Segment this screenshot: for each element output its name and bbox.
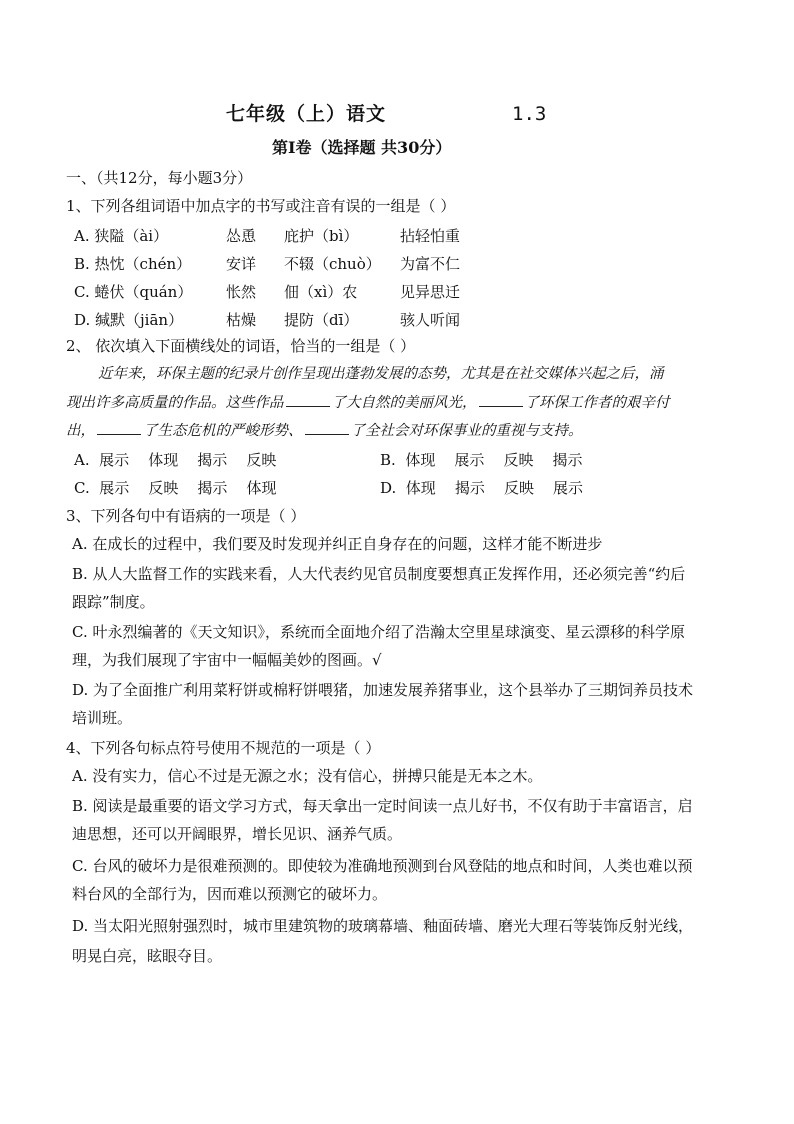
- section-heading: 一、（共12分，每小题3分）: [66, 169, 253, 187]
- q2-passage-2b: 了大自然的美丽风光，: [331, 395, 477, 411]
- q3-option-b-line-1: B. 从人大监督工作的实践来看，人大代表约见官员制度要想真正发挥作用，还必须完善“约后: [72, 565, 686, 583]
- q2-passage-3b: 了生态危机的严峻形势、: [143, 423, 303, 439]
- q1-option-a-2: 怂恿: [226, 227, 257, 245]
- q3-option-d-line-1: D. 为了全面推广利用菜籽饼或棉籽饼喂猪，加速发展养猪事业，这个县举办了三期饲养员技术: [72, 681, 694, 699]
- q3-option-d-line-2: 培训班。: [72, 709, 133, 727]
- q3-option-b-line-2: 跟踪”制度。: [72, 593, 155, 611]
- q2-passage-line-2: [66, 392, 670, 413]
- q1-option-b-3: 不辍（chuò）: [284, 255, 381, 273]
- q2-option-a: A. 展示 体现 揭示 反映: [74, 451, 277, 469]
- q1-option-d-4: 骇人听闻: [400, 311, 461, 329]
- q2-passage-2c: 了环保工作者的艰辛付: [524, 395, 670, 411]
- q2-passage-2a: 现出许多高质量的作品。这些作品: [66, 395, 284, 411]
- q1-option-d-3: 提防（dī）: [284, 311, 359, 329]
- q2-option-d: D. 体现 揭示 反映 展示: [380, 479, 584, 497]
- q1-option-b-2: 安详: [226, 255, 257, 273]
- q1-option-a-4: 拈轻怕重: [400, 227, 461, 245]
- q1-option-d-2: 枯燥: [226, 311, 257, 329]
- q2-blank-2[interactable]: [479, 392, 523, 407]
- q2-passage-3c: 了全社会对环保事业的重视与支持。: [350, 423, 583, 439]
- q1-option-c-2: 怅然: [226, 283, 257, 301]
- q3-option-c-line-2: 理，为我们展现了宇宙中一幅幅美妙的图画。√: [72, 651, 382, 669]
- q1-option-c-3: 佃（xì）农: [284, 283, 358, 301]
- question-2-stem: 2、 依次填入下面横线处的词语，恰当的一组是（ ）: [66, 337, 416, 355]
- q2-passage-3a: 出，: [66, 423, 95, 439]
- q1-option-b-4: 为富不仁: [400, 255, 461, 273]
- page-title: 七年级（上）语文: [226, 103, 387, 125]
- q2-blank-1[interactable]: [286, 392, 330, 407]
- q1-option-b-1: B. 热忱（chén）: [74, 255, 192, 273]
- question-1-stem: 1、下列各组词语中加点字的书写或注音有误的一组是（ ）: [66, 197, 456, 215]
- q2-passage-line-3: [66, 420, 583, 441]
- q1-option-a-3: 庇护（bì）: [284, 227, 359, 245]
- question-3-stem: 3、下列各句中有语病的一项是（ ）: [66, 507, 306, 525]
- page-number: 1.3: [512, 103, 547, 125]
- q4-option-d-line-1: D. 当太阳光照射强烈时，城市里建筑物的玻璃幕墙、釉面砖墙、磨光大理石等装饰反射光线，: [72, 917, 694, 935]
- q4-option-a: A. 没有实力，信心不过是无源之水；没有信心，拼搏只能是无本之木。: [72, 767, 543, 785]
- q4-option-b-line-2: 迪思想，还可以开阔眼界，增长见识、涵养气质。: [72, 825, 403, 843]
- question-4-stem: 4、下列各句标点符号使用不规范的一项是（ ）: [66, 739, 381, 757]
- q2-blank-3[interactable]: [97, 420, 141, 435]
- q4-option-d-line-2: 明晃白亮，眩眼夺目。: [72, 947, 223, 965]
- q3-option-a: A. 在成长的过程中，我们要及时发现并纠正自身存在的问题，这样才能不断进步: [72, 535, 603, 553]
- q1-option-d-1: D. 缄默（jiān）: [74, 311, 184, 329]
- q2-option-c: C. 展示 反映 揭示 体现: [74, 479, 277, 497]
- q2-passage-line-1: 近年来，环保主题的纪录片创作呈现出蓬勃发展的态势，尤其是在社交媒体兴起之后，涌: [98, 366, 664, 382]
- q4-option-b-line-1: B. 阅读是最重要的语文学习方式，每天拿出一定时间读一点儿好书，不仅有助于丰富语言，启: [72, 797, 693, 815]
- q4-option-c-line-2: 料台风的全部行为，因而难以预测它的破坏力。: [72, 885, 388, 903]
- q1-option-c-1: C. 蜷伏（quán）: [74, 283, 193, 301]
- q1-option-c-4: 见异思迁: [400, 283, 461, 301]
- q4-option-c-line-1: C. 台风的破坏力是很难预测的。即使较为准确地预测到台风登陆的地点和时间，人类也难以预: [72, 857, 693, 875]
- q1-option-a-1: A. 狭隘（ài）: [74, 227, 169, 245]
- q2-option-b: B. 体现 展示 反映 揭示: [380, 451, 583, 469]
- q2-blank-4[interactable]: [305, 420, 349, 435]
- q3-option-c-line-1: C. 叶永烈编著的《天文知识》，系统而全面地介绍了浩瀚太空里星球演变、星云漂移的科学原: [72, 623, 685, 641]
- section-subtitle: 第Ⅰ卷（选择题 共30分）: [272, 138, 452, 157]
